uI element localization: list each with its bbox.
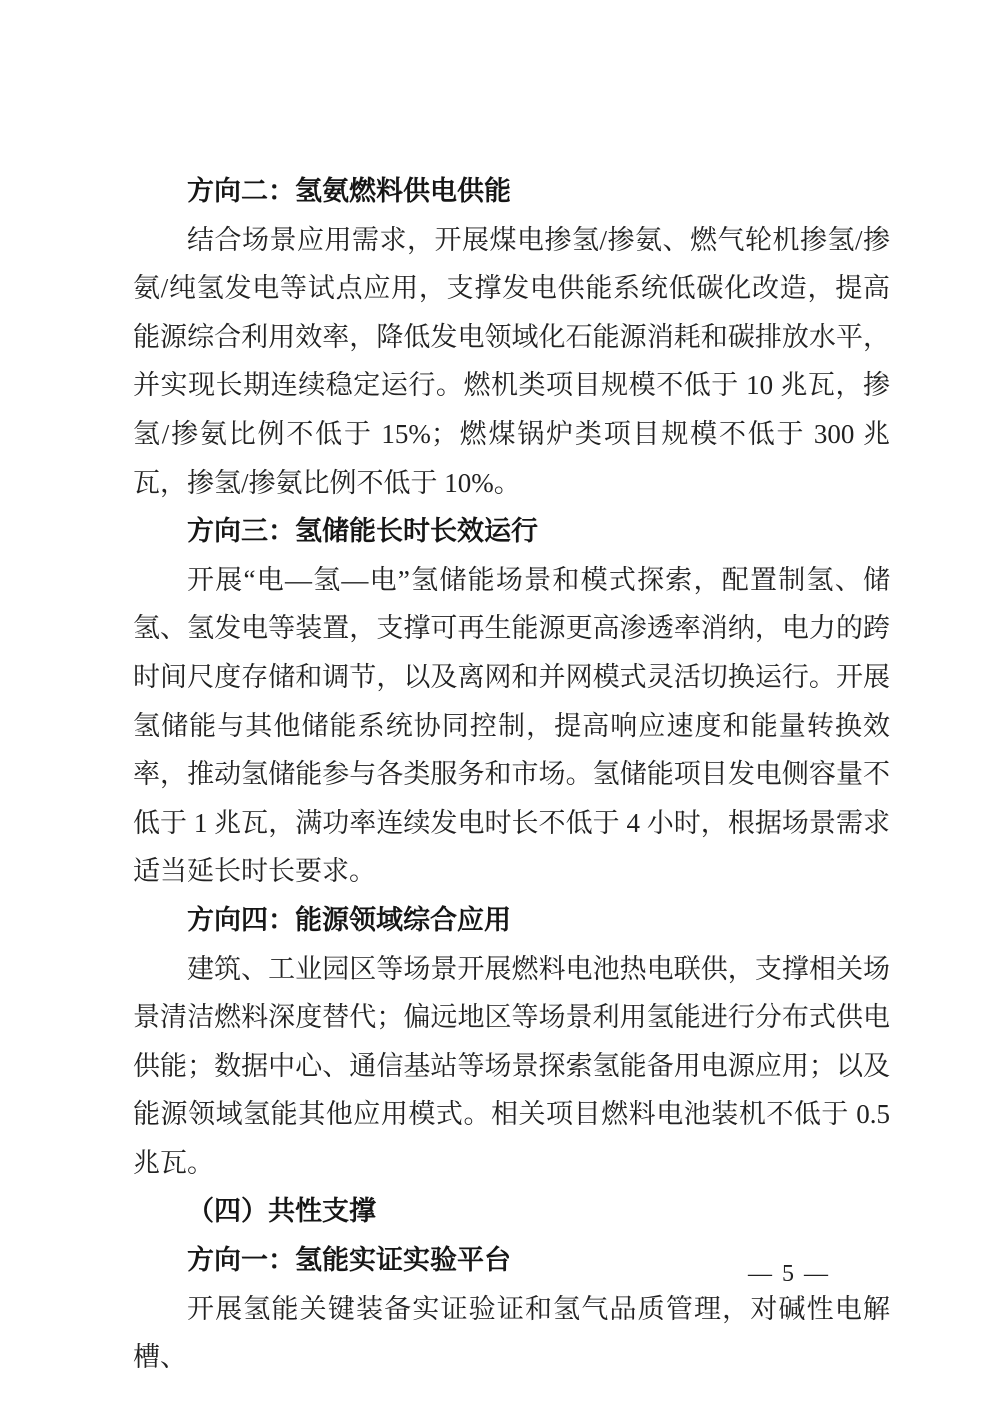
heading-section-four-common-support: （四）共性支撑 (187, 1196, 376, 1227)
paragraph-verification-platform: 开展氢能关键装备实证验证和氢气品质管理，对碱性电解槽、 (133, 1293, 890, 1373)
heading-direction-three: 方向三：氢储能长时长效运行 (187, 516, 538, 547)
heading-direction-four: 方向四：能源领域综合应用 (187, 904, 511, 935)
paragraph-fuel-power-supply: 结合场景应用需求，开展煤电掺氢/掺氨、燃气轮机掺氢/掺氨/纯氢发电等试点应用，支撑发电供能系统低碳化改造，提高能源综合利用效率，降低发电领域化石能源消耗和碳排放水平，并实现长期连续稳定运行。燃机类项目规模不低于 10 兆瓦，掺氢/掺氨比例不低于 15%；燃煤锅炉类项目规模不低于 300 兆瓦，掺氢/掺氨比例不低于 10%。 (133, 224, 890, 498)
page-number: — 5 — (748, 1261, 830, 1287)
paragraph-energy-integrated-application: 建筑、工业园区等场景开展燃料电池热电联供，支撑相关场景清洁燃料深度替代；偏远地区等场景利用氢能进行分布式供电供能；数据中心、通信基站等场景探索氢能备用电源应用；以及能源领域氢能其他应用模式。相关项目燃料电池装机不低于 0.5 兆瓦。 (133, 953, 890, 1178)
paragraph-hydrogen-storage: 开展“电—氢—电”氢储能场景和模式探索，配置制氢、储氢、氢发电等装置，支撑可再生能源更高渗透率消纳，电力的跨时间尺度存储和调节，以及离网和并网模式灵活切换运行。开展氢储能与其他储能系统协同控制，提高响应速度和能量转换效率，推动氢储能参与各类服务和市场。氢储能项目发电侧容量不低于 1 兆瓦，满功率连续发电时长不低于 4 小时，根据场景需求适当延长时长要求。 (133, 564, 890, 887)
heading-direction-one: 方向一：氢能实证实验平台 (187, 1245, 511, 1276)
document-content (133, 167, 890, 1382)
heading-direction-two: 方向二：氢氨燃料供电供能 (187, 176, 511, 206)
